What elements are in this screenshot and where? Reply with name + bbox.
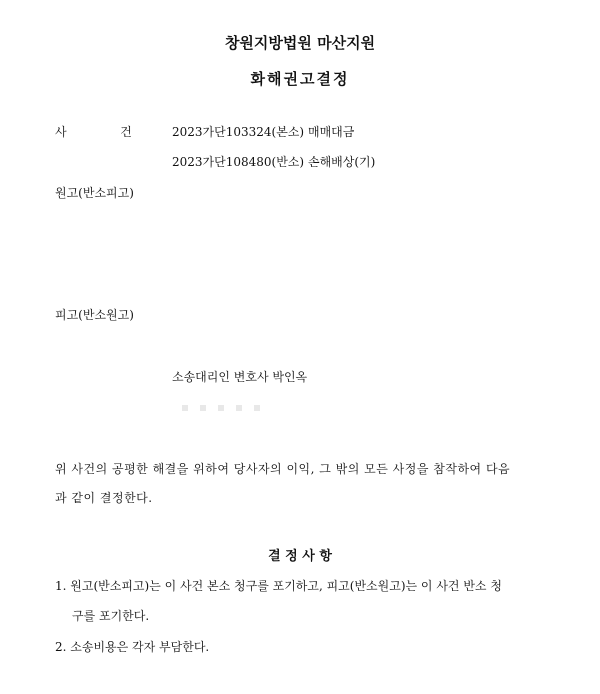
decision-item	[55, 577, 502, 594]
body-line-1: 위 사건의 공평한 해결을 위하여 당사자의 이익, 그 밖의 모든 사정을 참작하여 다음	[55, 462, 511, 476]
decision-item-text: 소송비용은 각자 부담한다.	[70, 640, 210, 654]
case-name: 손해배상(기)	[308, 155, 376, 169]
decision-item	[55, 638, 209, 655]
case-label-left: 사	[55, 125, 67, 139]
decision-heading: 결 정 사 항	[268, 549, 332, 564]
case-label	[55, 123, 132, 140]
case-label-right: 건	[120, 125, 132, 139]
case-number: 2023가단103324(본소)	[172, 125, 305, 139]
redacted-text	[182, 405, 272, 411]
decision-item-continuation: 구를 포기한다.	[72, 609, 150, 623]
decision-item-text: 원고(반소피고)는 이 사건 본소 청구를 포기하고, 피고(반소원고)는 이 사건 반소 청	[70, 579, 502, 593]
decision-item-number: 2.	[55, 640, 67, 654]
case-number: 2023가단108480(반소)	[172, 155, 305, 169]
plaintiff-label: 원고(반소피고)	[55, 186, 134, 200]
defendant-attorney: 소송대리인 변호사 박인옥	[172, 370, 308, 384]
case-entry	[172, 153, 375, 170]
case-name: 매매대금	[308, 125, 355, 139]
decision-item-number: 1.	[55, 579, 67, 593]
document-title: 화해권고결정	[250, 70, 350, 88]
case-entry	[172, 123, 354, 140]
defendant-label: 피고(반소원고)	[55, 308, 134, 322]
body-line-2: 과 같이 결정한다.	[55, 491, 153, 505]
court-name: 창원지방법원 마산지원	[224, 34, 376, 52]
